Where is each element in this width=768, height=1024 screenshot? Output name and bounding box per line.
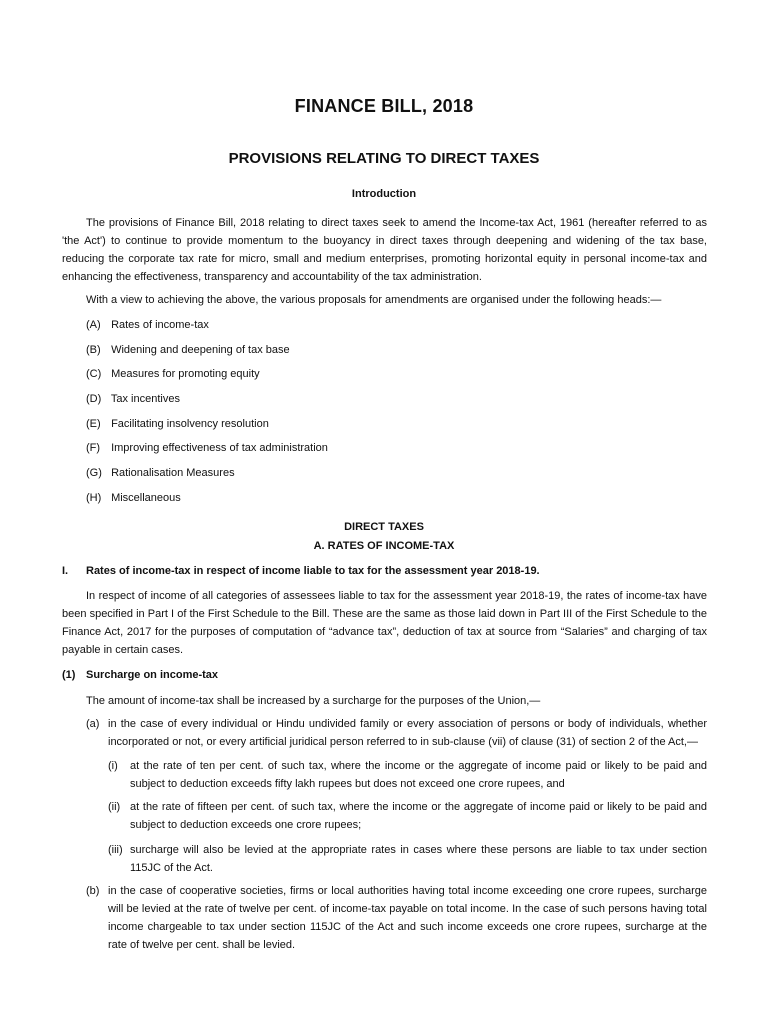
clause-label: (a) [86,718,100,730]
subclause-label: (i) [108,760,118,772]
list-marker: (E) [86,417,101,430]
heads-intro-paragraph: With a view to achieving the above, the various proposals for amendments are organised under the following heads:— [86,294,662,306]
surcharge-heading [62,669,218,681]
list-item [86,316,328,341]
list-item [86,365,328,390]
heads-list [86,316,328,514]
subclause-label: (ii) [108,801,121,813]
clause-text: in the case of cooperative societies, firms or local authorities having total income exceeding one crore rupees, surcharge will be levied at the rate of twelve per cent. of income-tax payable on total income. In the case of such persons having total income chargeable to tax under section 115JC of the Act and such income exceeds one crore rupees, surcharge at the rate of twelve per cent. shall be levied. [108,885,707,951]
subclause-ii [108,798,707,834]
list-item-text: Rationalisation Measures [111,467,235,480]
list-item [86,439,328,464]
item-heading-text: Rates of income-tax in respect of income liable to tax for the assessment year 2018-19. [86,565,540,577]
clause-label: (b) [86,885,100,897]
list-marker: (H) [86,491,102,504]
document-subtitle: PROVISIONS RELATING TO DIRECT TAXES [228,150,540,167]
part-heading: A. RATES OF INCOME-TAX [313,540,455,552]
item-I-paragraph: In respect of income of all categories of assessees liable to tax for the assessment year 2018-19, the rates of income-tax have been specified in Part I of the First Schedule to the Bill. These are the same as those laid down in Part III of the First Schedule to the Finance Act, 2017 for the purposes of computation of “advance tax”, deduction of tax at source from “Salaries” and charging of tax payable in certain cases. [62,590,707,656]
list-marker: (C) [86,368,102,381]
surcharge-intro: The amount of income-tax shall be increased by a surcharge for the purposes of the Union,— [86,695,541,707]
subclause-i [108,757,707,793]
list-item-text: Measures for promoting equity [111,368,260,381]
clause-text: in the case of every individual or Hindu undivided family or every association of persons or body of individuals, whether incorporated or not, or every artificial juridical person referred to in sub-clause (vii) of clause (31) of section 2 of the Act,— [108,718,707,748]
introduction-heading: Introduction [351,188,417,200]
list-marker: (A) [86,319,101,331]
section-heading: DIRECT TAXES [344,521,424,533]
subclause-iii [108,841,707,877]
list-item [86,341,328,366]
item-number: I. [62,565,69,577]
list-item [86,464,328,489]
list-item [86,415,328,440]
subclause-text: at the rate of fifteen per cent. of such tax, where the income or the aggregate of income paid or likely to be paid and subject to deduction exceeds one crore rupees; [130,801,707,831]
item-heading-text: Surcharge on income-tax [86,669,219,681]
subclause-text: surcharge will also be levied at the appropriate rates in cases where these persons are liable to tax under section 115JC of the Act. [130,844,707,874]
subclause-label: (iii) [108,844,123,856]
list-marker: (F) [86,442,101,455]
list-item-text: Rates of income-tax [111,319,209,331]
list-item-text: Tax incentives [110,393,180,406]
list-item [86,390,328,415]
clause-b [86,882,707,954]
list-item-text: Facilitating insolvency resolution [111,417,269,430]
item-I-heading [62,565,540,577]
list-marker: (G) [86,467,102,480]
clause-a [86,715,707,751]
list-marker: (B) [86,343,101,356]
list-marker: (D) [86,393,102,406]
list-item-text: Miscellaneous [111,491,181,504]
list-item [86,489,328,514]
intro-paragraph: The provisions of Finance Bill, 2018 relating to direct taxes seek to amend the Income-tax Act, 1961 (hereafter referred to as 'the Act') to continue to provide momentum to the buoyancy in direct taxes through deepening and widening of the tax base, reducing the corporate tax rate for micro, small and medium enterprises, promoting horizontal equity in personal income-tax and enhancing the effectiveness, transparency and accountability of the tax administration. [62,217,707,283]
subclause-text: at the rate of ten per cent. of such tax, where the income or the aggregate of income paid or likely to be paid and subject to deduction exceeds fifty lakh rupees but does not exceed one crore rupees, and [130,760,707,790]
item-number: (1) [62,669,76,681]
list-item-text: Widening and deepening of tax base [111,343,290,356]
list-item-text: Improving effectiveness of tax administration [111,442,328,455]
document-title: FINANCE BILL, 2018 [294,96,474,116]
